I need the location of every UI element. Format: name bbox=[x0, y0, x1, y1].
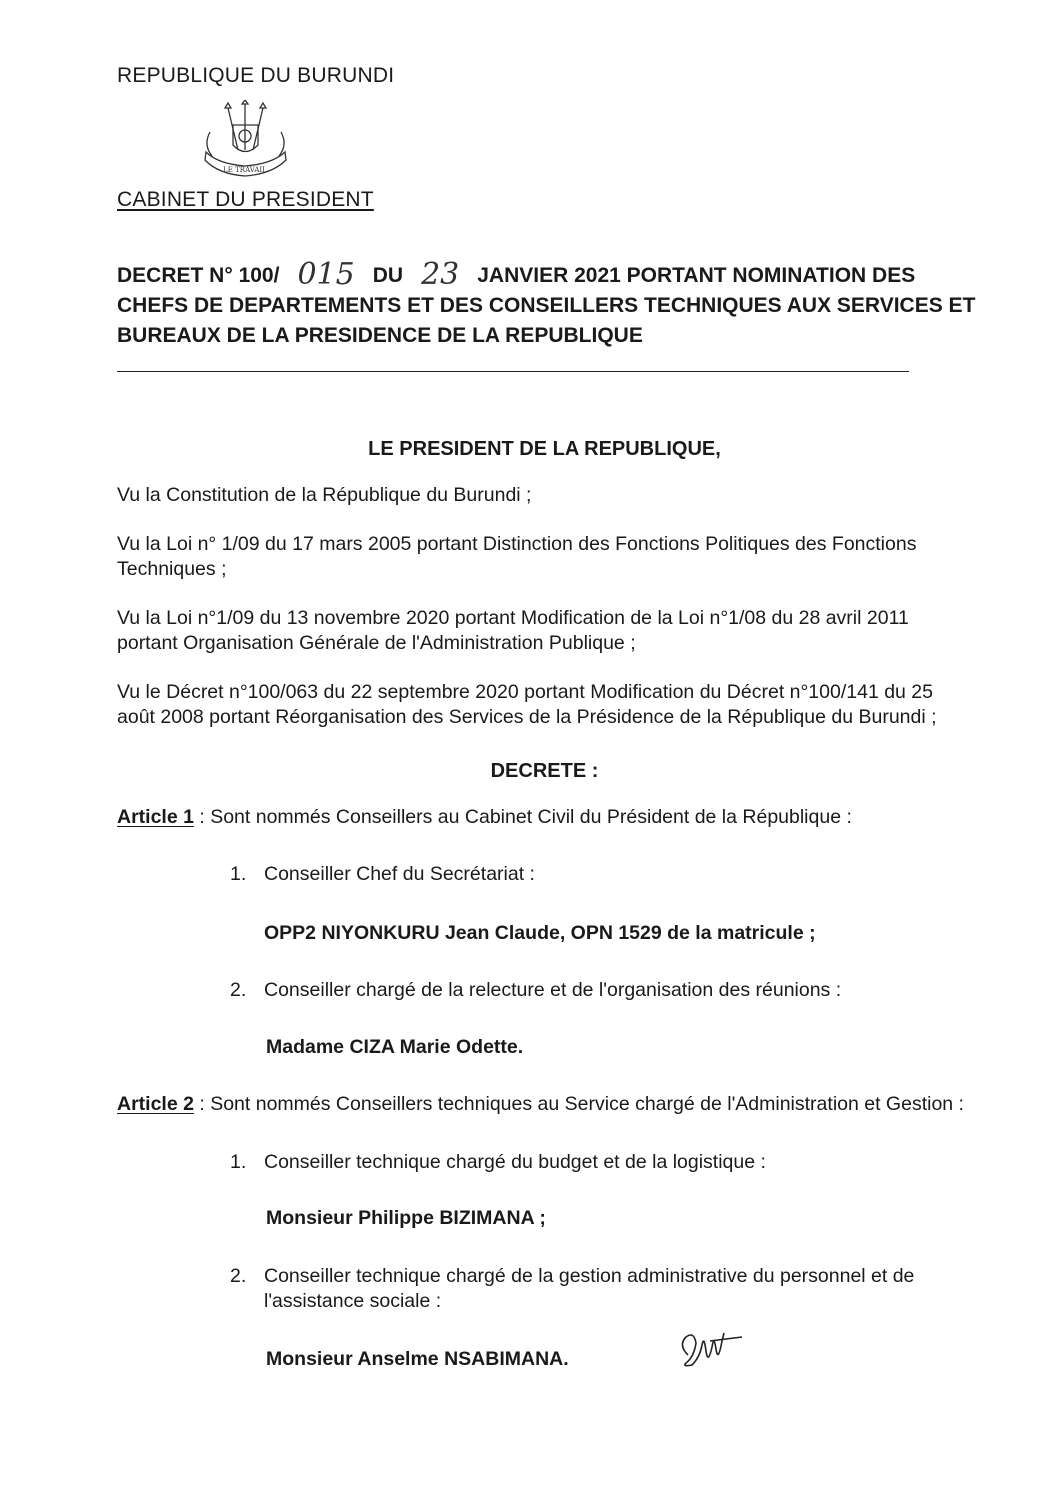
list-number: 1. bbox=[230, 863, 247, 885]
decree-number-handwritten: 015 bbox=[297, 257, 355, 292]
article-1-item-2-role bbox=[230, 978, 972, 1003]
article-2-item-2-role bbox=[230, 1264, 972, 1314]
coat-of-arms-emblem bbox=[198, 100, 293, 185]
decree-title-line2: CHEFS DE DEPARTEMENTS ET DES CONSEILLERS TECHNIQUES AUX SERVICES ET bbox=[117, 294, 976, 317]
role-text: Conseiller Chef du Secrétariat : bbox=[264, 863, 535, 885]
article-1-item-1-role bbox=[230, 862, 972, 887]
republic-heading: REPUBLIQUE DU BURUNDI bbox=[117, 64, 395, 87]
role-text: Conseiller technique chargé de la gestion administrative du personnel et de l'assistance sociale : bbox=[264, 1265, 915, 1312]
article-1-item-1-name: OPP2 NIYONKURU Jean Claude, OPN 1529 de la matricule ; bbox=[264, 922, 816, 944]
article-2-item-1-role bbox=[230, 1150, 972, 1175]
decree-title-line1: JANVIER 2021 PORTANT NOMINATION DES bbox=[477, 264, 916, 287]
article-1-item-2-name: Madame CIZA Marie Odette. bbox=[266, 1036, 524, 1058]
cabinet-heading: CABINET DU PRESIDENT bbox=[117, 188, 374, 211]
emblem-motto: LE TRAVAIL bbox=[223, 166, 267, 174]
article-2-item-1-name: Monsieur Philippe BIZIMANA ; bbox=[266, 1207, 546, 1229]
article-2-text: : Sont nommés Conseillers techniques au Service chargé de l'Administration et Gestion : bbox=[193, 1093, 964, 1115]
decree-title bbox=[117, 258, 977, 351]
list-number: 2. bbox=[230, 1265, 247, 1287]
article-2-item-2-name: Monsieur Anselme NSABIMANA. bbox=[266, 1348, 569, 1370]
list-number: 1. bbox=[230, 1151, 247, 1173]
title-divider bbox=[117, 371, 909, 372]
decree-prefix: DECRET N° 100/ bbox=[117, 264, 280, 287]
visa-constitution: Vu la Constitution de la République du Burundi ; bbox=[117, 484, 532, 506]
decree-title-line3: BUREAUX DE LA PRESIDENCE DE LA REPUBLIQUE bbox=[117, 324, 643, 347]
list-number: 2. bbox=[230, 979, 247, 1001]
decree-day-handwritten: 23 bbox=[421, 257, 460, 292]
decrete-heading: DECRETE : bbox=[490, 760, 599, 782]
article-2-intro bbox=[117, 1092, 972, 1117]
article-1-text: : Sont nommés Conseillers au Cabinet Civil du Président de la République : bbox=[193, 806, 852, 828]
president-heading: LE PRESIDENT DE LA REPUBLIQUE, bbox=[368, 438, 721, 460]
article-2-label: Article 2 bbox=[117, 1093, 194, 1115]
role-text: Conseiller technique chargé du budget et de la logistique : bbox=[264, 1151, 766, 1173]
decree-du: DU bbox=[372, 264, 404, 287]
signature-initials bbox=[676, 1327, 746, 1375]
visa-decret-2020: Vu le Décret n°100/063 du 22 septembre 2020 portant Modification du Décret n°100/141 du 25 août 2008 portant Réorganisation des Services de la Présidence de la République du Burundi ; bbox=[117, 681, 937, 728]
article-1-label: Article 1 bbox=[117, 806, 194, 828]
visa-loi-2020: Vu la Loi n°1/09 du 13 novembre 2020 portant Modification de la Loi n°1/08 du 28 avril 2011 portant Organisation Générale de l'Administration Publique ; bbox=[117, 607, 909, 654]
visa-loi-2005: Vu la Loi n° 1/09 du 17 mars 2005 portant Distinction des Fonctions Politiques des Fonctions Techniques ; bbox=[117, 533, 917, 580]
role-text: Conseiller chargé de la relecture et de l'organisation des réunions : bbox=[264, 979, 842, 1001]
article-1-intro bbox=[117, 805, 972, 830]
